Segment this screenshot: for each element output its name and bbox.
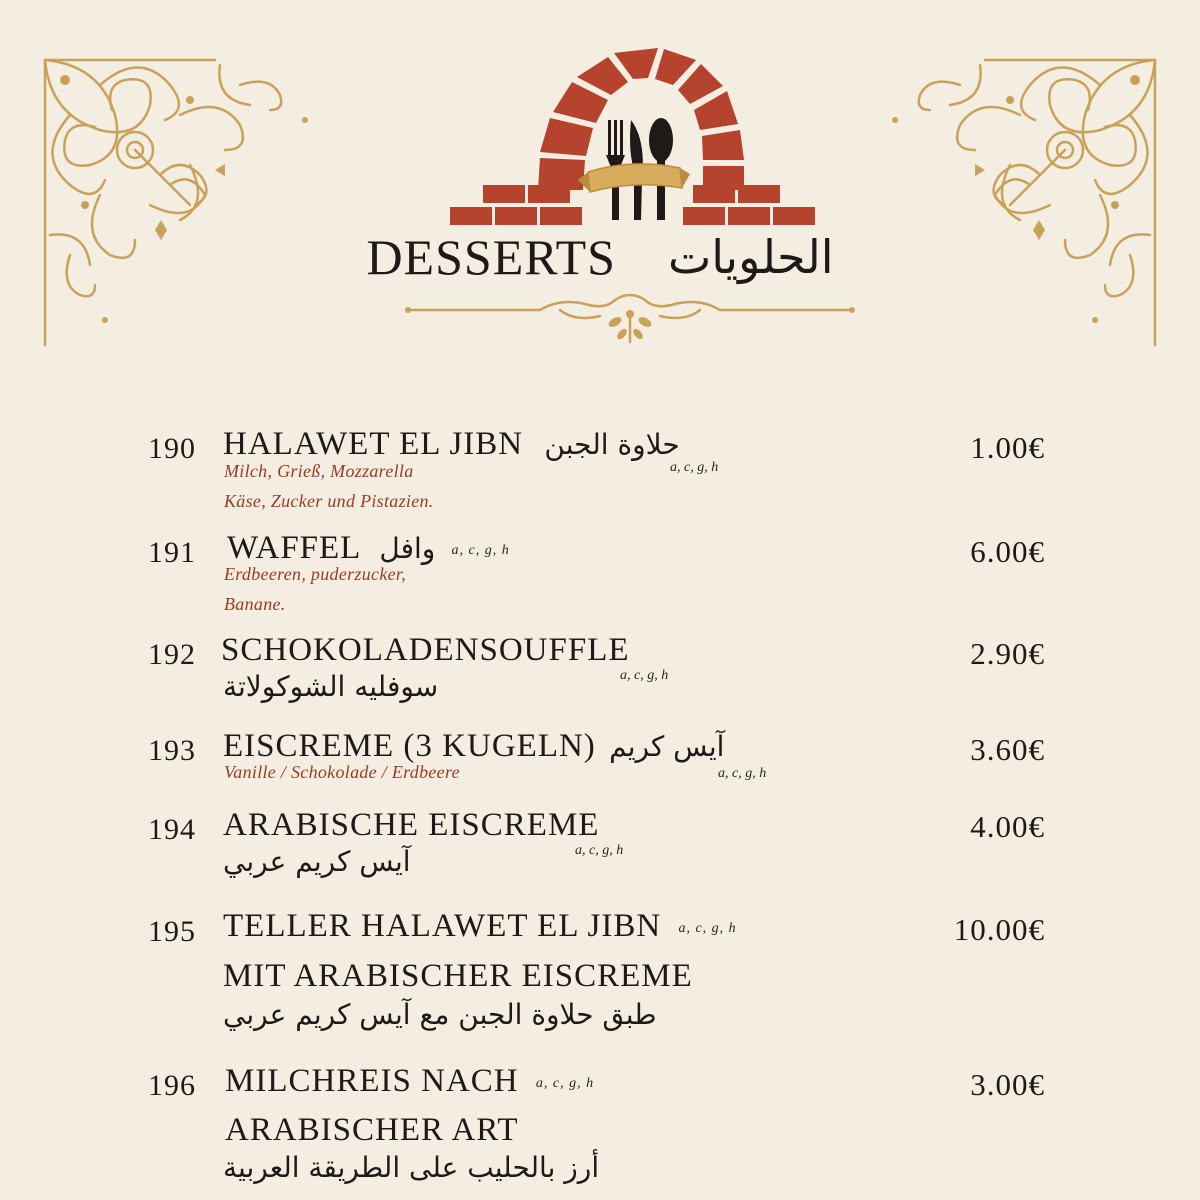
item-name-latin: TELLER HALAWET EL JIBN bbox=[223, 908, 662, 944]
item-name-arabic: آيس كريم bbox=[609, 730, 725, 763]
item-allergens: a, c, g, h bbox=[678, 921, 737, 936]
item-name-latin-line2: MIT ARABISCHER EISCREME bbox=[223, 958, 693, 994]
item-name bbox=[227, 532, 510, 565]
item-allergens: a, c, g, h bbox=[718, 766, 767, 781]
item-number: 196 bbox=[148, 1069, 196, 1102]
item-description-line1: Milch, Grieß, Mozzarella bbox=[224, 461, 414, 481]
item-name-latin: SCHOKOLADENSOUFFLE bbox=[221, 632, 630, 668]
item-number: 194 bbox=[148, 813, 196, 846]
item-name bbox=[223, 910, 737, 943]
item-name-arabic: سوفليه الشوكولاتة bbox=[223, 670, 439, 703]
item-name-latin: ARABISCHE EISCREME bbox=[223, 807, 600, 843]
title-arabic: الحلويات bbox=[667, 230, 834, 284]
item-description-line1: Erdbeeren, puderzucker, bbox=[224, 564, 407, 584]
item-description-line2: Banane. bbox=[224, 594, 286, 614]
item-name-arabic: طبق حلاوة الجبن مع آيس كريم عربي bbox=[223, 998, 657, 1031]
item-name-arabic: آيس كريم عربي bbox=[223, 845, 411, 878]
title-latin: DESSERTS bbox=[366, 229, 616, 285]
item-price: 3.60€ bbox=[970, 732, 1045, 767]
item-number: 193 bbox=[148, 734, 196, 767]
item-allergens: a, c, g, h bbox=[670, 460, 719, 475]
item-name bbox=[223, 428, 680, 461]
page-title bbox=[0, 228, 1200, 298]
item-name-arabic: أرز بالحليب على الطريقة العربية bbox=[223, 1151, 600, 1184]
item-price: 2.90€ bbox=[970, 636, 1045, 671]
item-name-arabic: وافل bbox=[379, 532, 436, 565]
item-name-arabic: حلاوة الجبن bbox=[544, 428, 680, 461]
item-price: 10.00€ bbox=[953, 912, 1045, 947]
brick-arch-logo-icon bbox=[448, 40, 818, 230]
ornamental-divider-icon bbox=[400, 290, 860, 350]
item-description-line2: Käse, Zucker und Pistazien. bbox=[224, 491, 434, 511]
item-name-latin: EISCREME (3 KUGELN) bbox=[223, 728, 596, 764]
item-allergens: a, c, g, h bbox=[535, 1076, 595, 1091]
item-price: 1.00€ bbox=[970, 430, 1045, 465]
item-number: 192 bbox=[148, 638, 196, 671]
item-number: 191 bbox=[148, 536, 196, 569]
item-name bbox=[223, 730, 724, 763]
item-allergens: a, c, g, h bbox=[620, 668, 669, 683]
item-price: 4.00€ bbox=[970, 809, 1045, 844]
item-name-latin: WAFFEL bbox=[227, 530, 361, 566]
item-description-line1: Vanille / Schokolade / Erdbeere bbox=[224, 762, 460, 782]
item-number: 195 bbox=[148, 915, 196, 948]
corner-ornament-left-icon bbox=[40, 55, 340, 355]
corner-ornament-right-icon bbox=[860, 55, 1160, 355]
item-allergens: a, c, g, h bbox=[451, 543, 510, 558]
item-price: 3.00€ bbox=[970, 1067, 1045, 1102]
item-name-latin: HALAWET EL JIBN bbox=[223, 426, 524, 462]
item-number: 190 bbox=[148, 432, 196, 465]
item-price: 6.00€ bbox=[970, 534, 1045, 569]
item-name-latin: MILCHREIS NACH bbox=[225, 1063, 519, 1099]
item-allergens: a, c, g, h bbox=[575, 843, 624, 858]
item-name bbox=[225, 1065, 594, 1098]
item-name-latin-line2: ARABISCHER ART bbox=[225, 1112, 519, 1148]
